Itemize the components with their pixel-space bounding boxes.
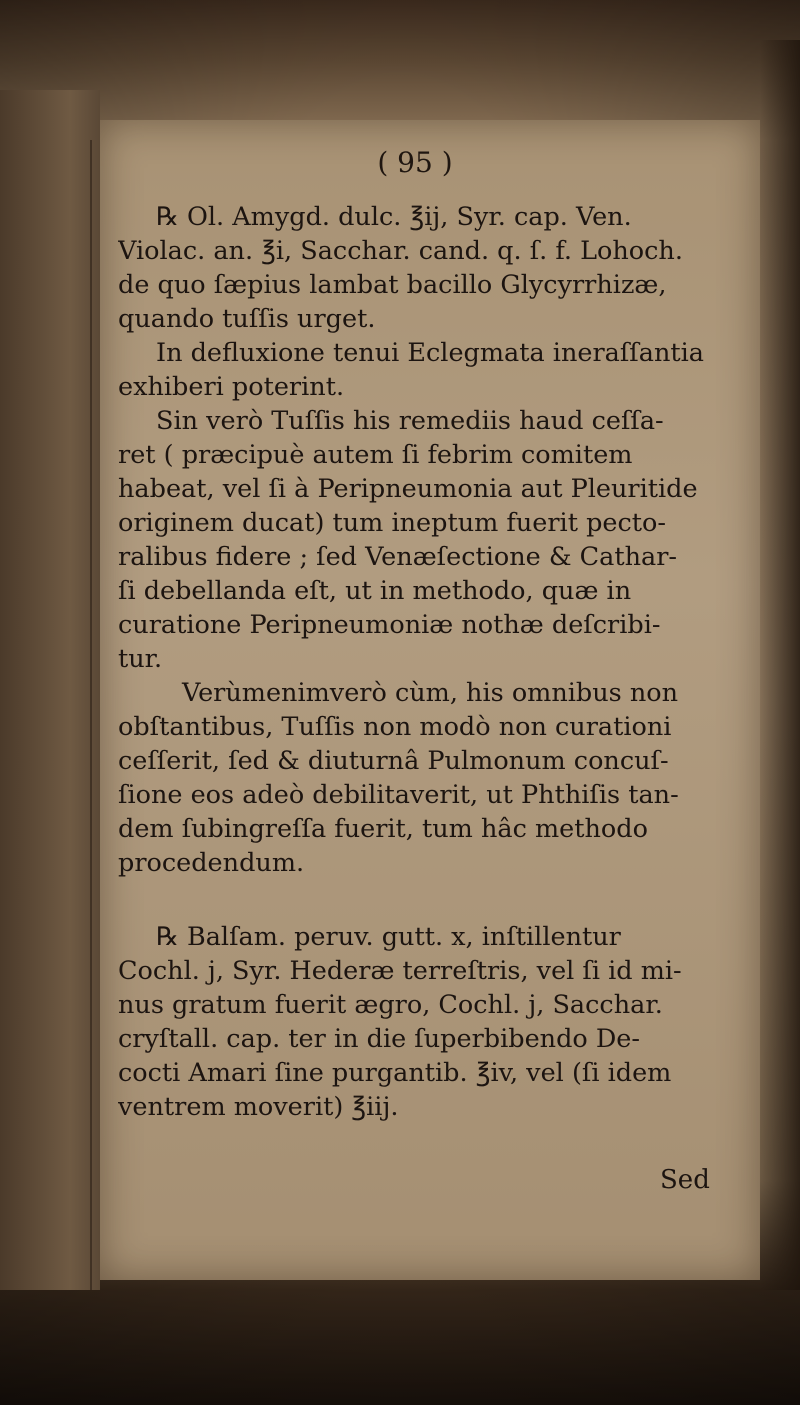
text-line: Violac. an. ℥i, Sacchar. cand. q. ſ. f. Lohoch. [118,236,683,266]
text-block [118,200,738,1124]
text-line: In defluxione tenui Eclegmata ineraſſantia [156,338,704,368]
text-line: ceſſerit, ſed & diuturnâ Pulmonum concuſ- [118,746,669,776]
text-line: Sin verò Tuſſis his remediis haud ceſſa- [156,406,664,436]
text-line: ret ( præcipuè autem ſi febrim comitem [118,440,633,470]
text-line: nus gratum fuerit ægro, Cochl. j, Sacchar. [118,990,663,1020]
text-line: habeat, vel ſi à Peripneumonia aut Pleuritide [118,474,698,504]
text-line: obſtantibus, Tuſſis non modò non curationi [118,712,672,742]
text-line: cryſtall. cap. ter in die ſuperbibendo De- [118,1024,641,1054]
text-line: ventrem moverit) ℥iij. [118,1092,399,1122]
text-line: exhiberi poterint. [118,372,345,402]
text-line: ℞ Balſam. peruv. gutt. x, inſtillentur [156,922,621,952]
text-line: tur. [118,644,163,674]
catchword: Sed [660,1165,710,1195]
text-line: ralibus fidere ; ſed Venæſectione & Cathar- [118,542,678,572]
text-line: procedendum. [118,848,305,878]
text-line: Verùmenimverò cùm, his omnibus non [182,678,679,708]
page-body [100,120,760,1280]
text-line: quando tuſſis urget. [118,304,376,334]
text-line: curatione Peripneumoniæ nothæ deſcribi- [118,610,661,640]
text-line: Cochl. j, Syr. Hederæ terreſtris, vel ſi id mi- [118,956,682,986]
text-line: ſione eos adeò debilitaverit, ut Phthiſis tan- [118,780,679,810]
facing-page-edge [0,90,100,1290]
text-line: originem ducat) tum ineptum fuerit pecto- [118,508,666,538]
text-line: cocti Amari ſine purgantib. ℥iv, vel (ſi idem [118,1058,672,1088]
text-line: dem ſubingreſſa fuerit, tum hâc methodo [118,814,648,844]
gutter-shadow [90,140,92,1290]
text-line: ſi debellanda eſt, ut in methodo, quæ in [118,576,632,606]
text-line: ℞ Ol. Amygd. dulc. ℥ij, Syr. cap. Ven. [156,202,632,232]
text-line: de quo ſæpius lambat bacillo Glycyrrhizæ, [118,270,667,300]
right-page-edge [760,40,800,1290]
page-number: ( 95 ) [377,146,453,179]
